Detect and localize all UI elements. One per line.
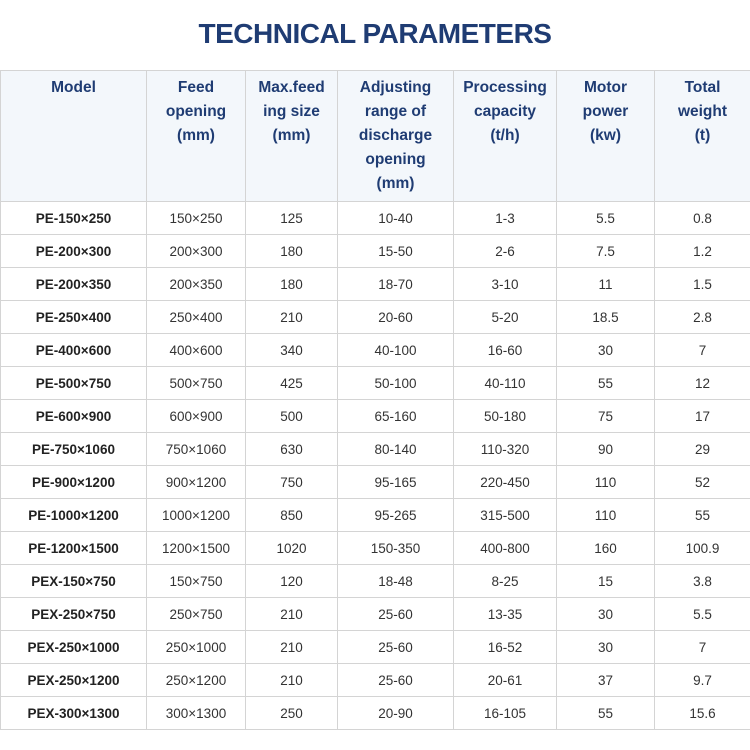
processing-capacity-cell: 3-10 — [454, 268, 557, 301]
motor-power-cell: 11 — [557, 268, 655, 301]
max-feeding-size-cell: 850 — [246, 499, 338, 532]
model-cell: PE-500×750 — [1, 367, 147, 400]
parameters-table — [0, 70, 750, 730]
feed-opening-cell: 150×250 — [147, 202, 246, 235]
table-row — [1, 235, 750, 268]
processing-capacity-cell: 110-320 — [454, 433, 557, 466]
table-row — [1, 202, 750, 235]
model-cell: PEX-250×1200 — [1, 664, 147, 697]
adjusting-range-cell: 18-70 — [338, 268, 454, 301]
table-row — [1, 598, 750, 631]
processing-capacity-cell: 5-20 — [454, 301, 557, 334]
motor-power-cell: 30 — [557, 631, 655, 664]
motor-power-cell: 110 — [557, 466, 655, 499]
feed-opening-cell: 750×1060 — [147, 433, 246, 466]
header-row — [1, 71, 750, 202]
adjusting-range-cell: 18-48 — [338, 565, 454, 598]
page-title: TECHNICAL PARAMETERS — [198, 18, 552, 49]
feed-opening-cell: 200×300 — [147, 235, 246, 268]
total-weight-cell: 9.7 — [655, 664, 750, 697]
table-row — [1, 301, 750, 334]
processing-capacity-cell: 1-3 — [454, 202, 557, 235]
feed-opening-cell: 250×1000 — [147, 631, 246, 664]
motor-power-cell: 90 — [557, 433, 655, 466]
adjusting-range-cell: 25-60 — [338, 664, 454, 697]
total-weight-cell: 3.8 — [655, 565, 750, 598]
model-cell: PE-1000×1200 — [1, 499, 147, 532]
header-total-weight: Total weight (t) — [655, 71, 750, 202]
adjusting-range-cell: 50-100 — [338, 367, 454, 400]
header-feed-opening: Feed opening (mm) — [147, 71, 246, 202]
model-cell: PE-200×350 — [1, 268, 147, 301]
motor-power-cell: 18.5 — [557, 301, 655, 334]
total-weight-cell: 5.5 — [655, 598, 750, 631]
motor-power-cell: 160 — [557, 532, 655, 565]
feed-opening-cell: 250×1200 — [147, 664, 246, 697]
adjusting-range-cell: 10-40 — [338, 202, 454, 235]
table-row — [1, 433, 750, 466]
table-row — [1, 499, 750, 532]
max-feeding-size-cell: 210 — [246, 664, 338, 697]
total-weight-cell: 2.8 — [655, 301, 750, 334]
header-processing-capacity: Processing capacity (t/h) — [454, 71, 557, 202]
feed-opening-cell: 1000×1200 — [147, 499, 246, 532]
total-weight-cell: 15.6 — [655, 697, 750, 730]
header-motor-power: Motor power (kw) — [557, 71, 655, 202]
motor-power-cell: 5.5 — [557, 202, 655, 235]
table-row — [1, 565, 750, 598]
max-feeding-size-cell: 500 — [246, 400, 338, 433]
processing-capacity-cell: 40-110 — [454, 367, 557, 400]
processing-capacity-cell: 16-60 — [454, 334, 557, 367]
header-max-feeding-size: Max.feed ing size (mm) — [246, 71, 338, 202]
max-feeding-size-cell: 125 — [246, 202, 338, 235]
table-row — [1, 334, 750, 367]
model-cell: PE-200×300 — [1, 235, 147, 268]
adjusting-range-cell: 15-50 — [338, 235, 454, 268]
processing-capacity-cell: 400-800 — [454, 532, 557, 565]
max-feeding-size-cell: 120 — [246, 565, 338, 598]
motor-power-cell: 110 — [557, 499, 655, 532]
processing-capacity-cell: 8-25 — [454, 565, 557, 598]
processing-capacity-cell: 2-6 — [454, 235, 557, 268]
adjusting-range-cell: 150-350 — [338, 532, 454, 565]
adjusting-range-cell: 95-265 — [338, 499, 454, 532]
adjusting-range-cell: 25-60 — [338, 631, 454, 664]
max-feeding-size-cell: 210 — [246, 631, 338, 664]
table-row — [1, 367, 750, 400]
total-weight-cell: 7 — [655, 631, 750, 664]
motor-power-cell: 15 — [557, 565, 655, 598]
motor-power-cell: 30 — [557, 334, 655, 367]
feed-opening-cell: 250×400 — [147, 301, 246, 334]
table-row — [1, 268, 750, 301]
processing-capacity-cell: 13-35 — [454, 598, 557, 631]
model-cell: PEX-300×1300 — [1, 697, 147, 730]
adjusting-range-cell: 95-165 — [338, 466, 454, 499]
feed-opening-cell: 600×900 — [147, 400, 246, 433]
processing-capacity-cell: 16-105 — [454, 697, 557, 730]
model-cell: PE-600×900 — [1, 400, 147, 433]
model-cell: PE-250×400 — [1, 301, 147, 334]
table-row — [1, 466, 750, 499]
table-row — [1, 664, 750, 697]
header-model: Model — [1, 71, 147, 202]
max-feeding-size-cell: 250 — [246, 697, 338, 730]
processing-capacity-cell: 220-450 — [454, 466, 557, 499]
max-feeding-size-cell: 630 — [246, 433, 338, 466]
table-header — [1, 71, 750, 202]
max-feeding-size-cell: 180 — [246, 235, 338, 268]
table-row — [1, 697, 750, 730]
processing-capacity-cell: 50-180 — [454, 400, 557, 433]
model-cell: PE-900×1200 — [1, 466, 147, 499]
motor-power-cell: 30 — [557, 598, 655, 631]
total-weight-cell: 12 — [655, 367, 750, 400]
total-weight-cell: 1.5 — [655, 268, 750, 301]
model-cell: PEX-150×750 — [1, 565, 147, 598]
max-feeding-size-cell: 750 — [246, 466, 338, 499]
model-cell: PE-1200×1500 — [1, 532, 147, 565]
feed-opening-cell: 250×750 — [147, 598, 246, 631]
total-weight-cell: 17 — [655, 400, 750, 433]
adjusting-range-cell: 80-140 — [338, 433, 454, 466]
feed-opening-cell: 300×1300 — [147, 697, 246, 730]
total-weight-cell: 29 — [655, 433, 750, 466]
adjusting-range-cell: 20-90 — [338, 697, 454, 730]
max-feeding-size-cell: 1020 — [246, 532, 338, 565]
feed-opening-cell: 900×1200 — [147, 466, 246, 499]
model-cell: PEX-250×750 — [1, 598, 147, 631]
total-weight-cell: 0.8 — [655, 202, 750, 235]
motor-power-cell: 75 — [557, 400, 655, 433]
total-weight-cell: 7 — [655, 334, 750, 367]
total-weight-cell: 55 — [655, 499, 750, 532]
max-feeding-size-cell: 425 — [246, 367, 338, 400]
header-adjusting-range: Adjusting range of discharge opening (mm) — [338, 71, 454, 202]
feed-opening-cell: 400×600 — [147, 334, 246, 367]
total-weight-cell: 100.9 — [655, 532, 750, 565]
adjusting-range-cell: 40-100 — [338, 334, 454, 367]
max-feeding-size-cell: 180 — [246, 268, 338, 301]
feed-opening-cell: 1200×1500 — [147, 532, 246, 565]
model-cell: PEX-250×1000 — [1, 631, 147, 664]
processing-capacity-cell: 16-52 — [454, 631, 557, 664]
model-cell: PE-400×600 — [1, 334, 147, 367]
total-weight-cell: 52 — [655, 466, 750, 499]
max-feeding-size-cell: 210 — [246, 301, 338, 334]
table-row — [1, 631, 750, 664]
motor-power-cell: 55 — [557, 367, 655, 400]
processing-capacity-cell: 20-61 — [454, 664, 557, 697]
table-row — [1, 400, 750, 433]
motor-power-cell: 55 — [557, 697, 655, 730]
adjusting-range-cell: 20-60 — [338, 301, 454, 334]
adjusting-range-cell: 25-60 — [338, 598, 454, 631]
feed-opening-cell: 500×750 — [147, 367, 246, 400]
adjusting-range-cell: 65-160 — [338, 400, 454, 433]
table-row — [1, 532, 750, 565]
feed-opening-cell: 200×350 — [147, 268, 246, 301]
model-cell: PE-750×1060 — [1, 433, 147, 466]
motor-power-cell: 37 — [557, 664, 655, 697]
max-feeding-size-cell: 210 — [246, 598, 338, 631]
total-weight-cell: 1.2 — [655, 235, 750, 268]
max-feeding-size-cell: 340 — [246, 334, 338, 367]
motor-power-cell: 7.5 — [557, 235, 655, 268]
feed-opening-cell: 150×750 — [147, 565, 246, 598]
processing-capacity-cell: 315-500 — [454, 499, 557, 532]
table-body — [1, 202, 750, 730]
model-cell: PE-150×250 — [1, 202, 147, 235]
